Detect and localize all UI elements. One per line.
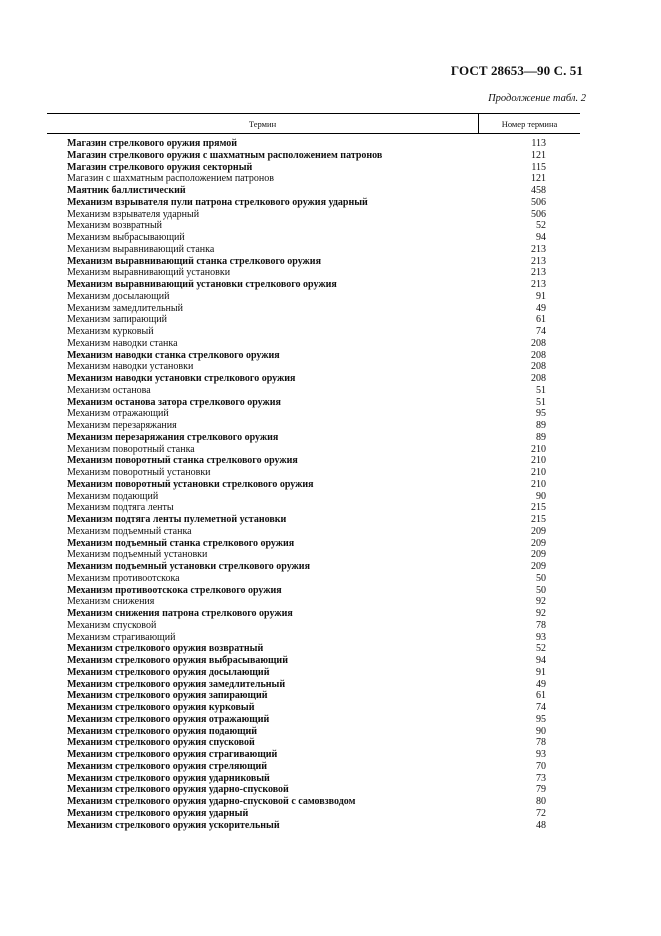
term-number-cell: 95 — [536, 408, 546, 420]
table-row — [47, 150, 580, 162]
table-row — [47, 338, 580, 350]
term-number-cell: 91 — [536, 290, 546, 302]
term-cell: Магазин с шахматным расположением патронов — [67, 173, 274, 185]
term-cell: Механизм стрелкового оружия досылающий — [67, 666, 270, 678]
term-number-cell: 92 — [536, 596, 546, 608]
table-row — [47, 138, 580, 150]
table-row — [47, 514, 580, 526]
table-row — [47, 608, 580, 620]
table-row — [47, 408, 580, 420]
table-row — [47, 326, 580, 338]
table-row — [47, 667, 580, 679]
table-row — [47, 491, 580, 503]
table-row — [47, 585, 580, 597]
term-number-cell: 50 — [536, 584, 546, 596]
term-cell: Механизм выравнивающий станка — [67, 243, 215, 255]
table-row — [47, 796, 580, 808]
term-cell: Механизм стрелкового оружия ускорительный — [67, 819, 280, 831]
table-row — [47, 444, 580, 456]
term-number-cell: 208 — [531, 361, 546, 373]
term-cell: Магазин стрелкового оружия с шахматным расположением патронов — [67, 149, 383, 161]
table-row — [47, 256, 580, 268]
term-number-cell: 61 — [536, 690, 546, 702]
term-cell: Механизм подтяга ленты — [67, 502, 174, 514]
term-cell: Механизм стрелкового оружия замедлительный — [67, 678, 286, 690]
table-row — [47, 526, 580, 538]
term-number-cell: 80 — [536, 796, 546, 807]
term-cell: Механизм снижения — [67, 596, 155, 608]
term-number-cell: 90 — [536, 490, 546, 502]
term-number-cell: 208 — [531, 349, 546, 361]
table-row — [47, 549, 580, 561]
table-row — [47, 820, 580, 832]
term-cell: Механизм стрелкового оружия спусковой — [67, 737, 255, 749]
term-number-cell: 93 — [536, 631, 546, 643]
term-cell: Механизм подъемный станка стрелкового оружия — [67, 537, 295, 549]
table-row — [47, 761, 580, 773]
term-cell: Механизм поворотный установки — [67, 467, 211, 478]
term-cell: Механизм останова затора стрелкового оружия — [67, 396, 281, 408]
term-number-cell: 48 — [536, 819, 546, 831]
table-row — [47, 173, 580, 185]
term-number-cell: 94 — [536, 655, 546, 666]
table-row — [47, 291, 580, 303]
term-cell: Механизм противоотскока — [67, 572, 180, 584]
term-number-cell: 115 — [531, 161, 546, 173]
term-cell: Механизм взрывателя ударный — [67, 208, 200, 220]
term-number-cell: 52 — [536, 220, 546, 232]
term-cell: Механизм наводки установки стрелкового оружия — [67, 373, 296, 384]
term-number-cell: 210 — [531, 478, 546, 490]
term-number-cell: 113 — [531, 138, 546, 149]
term-cell: Механизм противоотскока стрелкового оружия — [67, 584, 282, 596]
term-number-cell: 209 — [531, 549, 546, 561]
term-cell: Механизм стрелкового оружия стреляющий — [67, 760, 268, 772]
table-row — [47, 373, 580, 385]
term-cell: Механизм подъемный установки — [67, 549, 208, 561]
table-row — [47, 209, 580, 221]
table-row — [47, 808, 580, 820]
table-row — [47, 784, 580, 796]
table-row — [47, 385, 580, 397]
term-cell: Механизм стрелкового оружия подающий — [67, 725, 258, 737]
term-number-cell: 213 — [531, 279, 546, 290]
term-number-cell: 121 — [531, 173, 546, 185]
table-row — [47, 267, 580, 279]
term-cell: Механизм стрелкового оружия ударниковый — [67, 772, 270, 784]
term-cell: Механизм стрелкового оружия ударно-спусковой — [67, 784, 289, 796]
table-row — [47, 350, 580, 362]
terms-table — [47, 113, 580, 831]
term-cell: Механизм выравнивающий установки стрелкового оружия — [67, 279, 337, 290]
table-row — [47, 244, 580, 256]
term-cell: Механизм поворотный установки стрелкового оружия — [67, 478, 314, 490]
term-number-cell: 52 — [536, 643, 546, 655]
table-row — [47, 655, 580, 667]
term-number-cell: 78 — [536, 737, 546, 749]
term-cell: Механизм стрелкового оружия отражающий — [67, 713, 270, 725]
term-cell: Механизм стрелкового оружия запирающий — [67, 690, 268, 702]
table-row — [47, 314, 580, 326]
term-number-cell: 209 — [531, 561, 546, 572]
table-row — [47, 643, 580, 655]
term-number-cell: 90 — [536, 725, 546, 737]
term-cell: Механизм стрелкового оружия выбрасывающий — [67, 655, 288, 666]
term-cell: Механизм возвратный — [67, 220, 163, 232]
term-number-cell: 210 — [531, 443, 546, 455]
term-number-cell: 506 — [531, 196, 546, 208]
table-row — [47, 538, 580, 550]
table-row — [47, 596, 580, 608]
term-number-cell: 93 — [536, 749, 546, 760]
table-row — [47, 690, 580, 702]
table-row — [47, 679, 580, 691]
term-cell: Магазин стрелкового оружия секторный — [67, 161, 253, 173]
term-cell: Механизм спусковой — [67, 619, 157, 631]
term-number-cell: 208 — [531, 373, 546, 384]
table-row — [47, 479, 580, 491]
term-number-cell: 209 — [531, 525, 546, 537]
table-row — [47, 185, 580, 197]
term-number-cell: 89 — [536, 420, 546, 431]
term-cell: Механизм стрелкового оружия курковый — [67, 702, 255, 713]
term-number-cell: 70 — [536, 760, 546, 772]
table-row — [47, 702, 580, 714]
term-number-cell: 215 — [531, 514, 546, 525]
term-cell: Механизм выравнивающий станка стрелкового оружия — [67, 255, 321, 267]
term-number-cell: 94 — [536, 232, 546, 243]
term-cell: Механизм перезаряжания стрелкового оружия — [67, 431, 279, 443]
term-cell: Механизм досылающий — [67, 290, 170, 302]
term-number-cell: 95 — [536, 713, 546, 725]
term-cell: Механизм снижения патрона стрелкового оружия — [67, 608, 293, 619]
term-cell: Магазин стрелкового оружия прямой — [67, 138, 238, 149]
column-header-term: Термин — [47, 114, 479, 133]
term-cell: Механизм подъемный установки стрелкового оружия — [67, 561, 310, 572]
term-cell: Механизм страгивающий — [67, 631, 176, 643]
term-number-cell: 79 — [536, 784, 546, 796]
term-cell: Механизм отражающий — [67, 408, 169, 420]
table-row — [47, 220, 580, 232]
term-cell: Механизм стрелкового оружия ударный — [67, 807, 249, 819]
term-number-cell: 51 — [536, 396, 546, 408]
term-cell: Механизм выравнивающий установки — [67, 267, 231, 279]
table-row — [47, 726, 580, 738]
term-cell: Механизм запирающий — [67, 314, 167, 326]
term-number-cell: 458 — [531, 185, 546, 196]
term-number-cell: 215 — [531, 502, 546, 514]
term-number-cell: 73 — [536, 772, 546, 784]
term-cell: Механизм подъемный станка — [67, 525, 192, 537]
term-cell: Механизм останова — [67, 384, 151, 396]
term-cell: Механизм замедлительный — [67, 302, 183, 314]
table-row — [47, 632, 580, 644]
table-row — [47, 162, 580, 174]
term-number-cell: 50 — [536, 572, 546, 584]
term-number-cell: 74 — [536, 326, 546, 337]
term-number-cell: 72 — [536, 807, 546, 819]
term-cell: Механизм наводки станка стрелкового оружия — [67, 349, 280, 361]
table-row — [47, 467, 580, 479]
table-row — [47, 714, 580, 726]
term-cell: Механизм поворотный станка стрелкового оружия — [67, 455, 298, 467]
table-row — [47, 432, 580, 444]
term-cell: Механизм поворотный станка — [67, 443, 195, 455]
table-row — [47, 455, 580, 467]
term-number-cell: 61 — [536, 314, 546, 326]
term-number-cell: 91 — [536, 666, 546, 678]
table-row — [47, 573, 580, 585]
table-row — [47, 279, 580, 291]
table-row — [47, 502, 580, 514]
table-row — [47, 773, 580, 785]
term-number-cell: 213 — [531, 267, 546, 279]
term-number-cell: 89 — [536, 431, 546, 443]
table-row — [47, 749, 580, 761]
term-cell: Механизм подающий — [67, 490, 159, 502]
table-row — [47, 303, 580, 315]
term-number-cell: 121 — [531, 149, 546, 161]
term-cell: Механизм выбрасывающий — [67, 232, 185, 243]
table-row — [47, 197, 580, 209]
term-number-cell: 49 — [536, 678, 546, 690]
term-number-cell: 74 — [536, 702, 546, 713]
term-cell: Механизм подтяга ленты пулеметной установки — [67, 514, 287, 525]
term-number-cell: 210 — [531, 455, 546, 467]
page-id: ГОСТ 28653—90 С. 51 — [450, 63, 583, 78]
term-cell: Маятник баллистический — [67, 185, 186, 196]
term-cell: Механизм стрелкового оружия возвратный — [67, 643, 264, 655]
term-cell: Механизм стрелкового оружия ударно-спусковой с самовзводом — [67, 796, 356, 807]
term-number-cell: 51 — [536, 384, 546, 396]
term-cell: Механизм наводки станка — [67, 337, 178, 349]
term-number-cell: 92 — [536, 608, 546, 619]
term-number-cell: 506 — [531, 208, 546, 220]
table-row — [47, 397, 580, 409]
term-number-cell: 213 — [531, 243, 546, 255]
table-row — [47, 620, 580, 632]
term-cell: Механизм перезаряжания — [67, 420, 177, 431]
table-row — [47, 561, 580, 573]
table-body — [47, 134, 580, 831]
term-number-cell: 213 — [531, 255, 546, 267]
term-number-cell: 78 — [536, 619, 546, 631]
term-number-cell: 208 — [531, 337, 546, 349]
term-number-cell: 209 — [531, 537, 546, 549]
table-continuation-note: Продолжение табл. 2 — [488, 93, 586, 104]
term-cell: Механизм наводки установки — [67, 361, 194, 373]
term-number-cell: 49 — [536, 302, 546, 314]
table-row — [47, 361, 580, 373]
term-cell: Механизм стрелкового оружия страгивающий — [67, 749, 278, 760]
table-header — [47, 114, 580, 134]
term-cell: Механизм курковый — [67, 326, 154, 337]
column-header-number: Номер термина — [501, 118, 558, 129]
table-row — [47, 420, 580, 432]
term-number-cell: 210 — [531, 467, 546, 478]
table-row — [47, 232, 580, 244]
table-row — [47, 737, 580, 749]
term-cell: Механизм взрывателя пули патрона стрелкового оружия ударный — [67, 196, 368, 208]
